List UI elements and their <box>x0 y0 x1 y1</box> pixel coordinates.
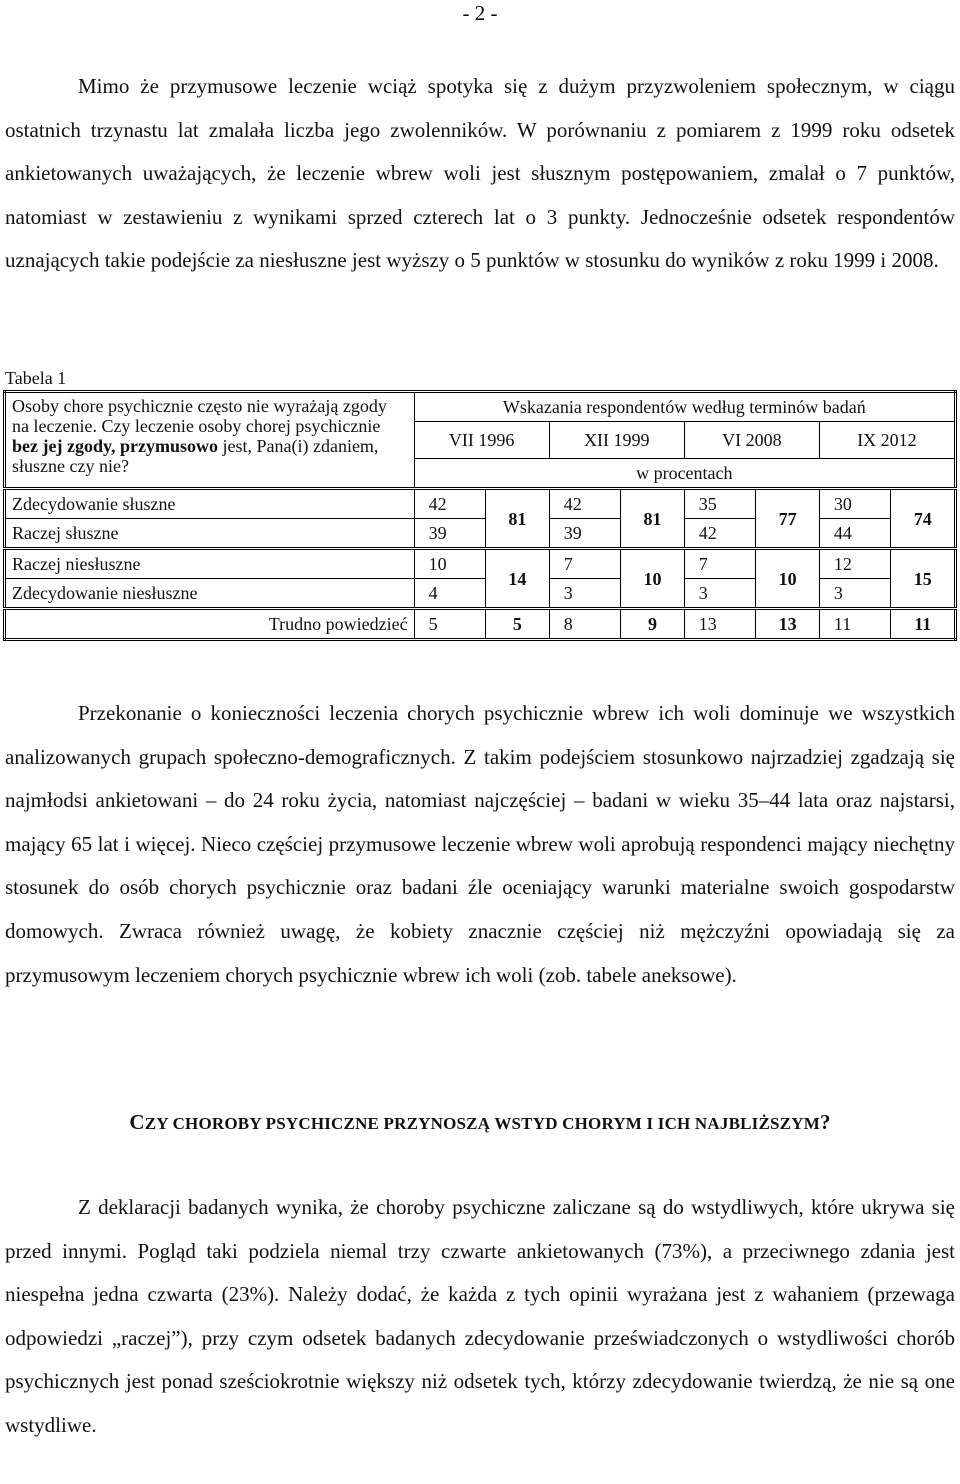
row-label: Zdecydowanie słuszne <box>5 489 415 519</box>
sum-value: 81 <box>621 489 685 549</box>
unit-label: w procentach <box>414 459 955 489</box>
row-label: Raczej niesłuszne <box>5 549 415 579</box>
sum-value: 9 <box>621 609 685 640</box>
cell-value: 42 <box>684 519 756 549</box>
survey-table <box>3 390 957 641</box>
paragraph-intro <box>5 65 955 283</box>
sum-value: 14 <box>486 549 550 609</box>
cell-value: 3 <box>684 579 756 609</box>
table-caption: Tabela 1 <box>5 368 67 388</box>
cell-value: 10 <box>414 549 486 579</box>
cell-value: 13 <box>684 609 756 640</box>
cell-value: 35 <box>684 489 756 519</box>
cell-value: 8 <box>549 609 621 640</box>
table-question-cell <box>5 392 415 489</box>
cell-value: 3 <box>819 579 891 609</box>
cell-value: 5 <box>414 609 486 640</box>
row-label: Zdecydowanie niesłuszne <box>5 579 415 609</box>
cell-value: 39 <box>414 519 486 549</box>
paragraph-shame-text: Z deklaracji badanych wynika, że choroby psychiczne zaliczane są do wstydliwych, które ukrywa się przed innymi. Pogląd taki podziela niemal trzy czwarte ankietowanych (73%), a przeciwnego zdania jest niespełna jedna czwarta (23%). Należy dodać, że każda z tych opinii wyrażana jest z wahaniem (przewaga odpowiedzi „raczej”), przy czym odsetek badanych zdecydowanie przeświadczonych o wstydliwości chorób psychicznych jest ponad sześciokrotnie większy niż odsetek tych, którzy zdecydowanie twierdzą, że nie są one wstydliwe. <box>5 1195 955 1437</box>
paragraph-shame <box>5 1186 955 1448</box>
cell-value: 42 <box>549 489 621 519</box>
sum-value: 81 <box>486 489 550 549</box>
cell-value: 39 <box>549 519 621 549</box>
paragraph-intro-text: Mimo że przymusowe leczenie wciąż spotyka się z dużym przyzwoleniem społecznym, w ciągu ostatnich trzynastu lat zmalała liczba jego zwolenników. W porównaniu z pomiarem z 1999 roku odsetek ankietowanych uważających, że leczenie wbrew woli jest słusznym postępowaniem, zmalał o 7 punktów, natomiast w zestawieniu z wynikami sprzed czterech lat o 3 punkty. Jednocześnie odsetek respondentów uznających takie podejście za niesłuszne jest wyższy o 5 punktów w stosunku do wyników z roku 1999 i 2008. <box>5 74 955 273</box>
sum-value: 15 <box>891 549 956 609</box>
sum-value: 10 <box>756 549 820 609</box>
cell-value: 12 <box>819 549 891 579</box>
row-label: Trudno powiedzieć <box>5 609 415 640</box>
cell-value: 4 <box>414 579 486 609</box>
cell-value: 44 <box>819 519 891 549</box>
cell-value: 7 <box>549 549 621 579</box>
term-header: VI 2008 <box>684 422 819 459</box>
sum-value: 5 <box>486 609 550 640</box>
heading-first-letter: C <box>129 1110 145 1134</box>
question-text-bold: bez jej zgody, przymusowo <box>12 436 218 456</box>
page-number: - 2 - <box>462 1 498 25</box>
table-row <box>5 489 956 519</box>
table-row <box>5 609 956 640</box>
cell-value: 3 <box>549 579 621 609</box>
paragraph-demographics-text: Przekonanie o konieczności leczenia chorych psychicznie wbrew ich woli dominuje we wszystkich analizowanych grupach społeczno-demograficznych. Z takim podejściem stosunkowo najrzadziej zgadzają się najmłodsi ankietowani – do 24 roku życia, natomiast najczęściej – badani w wieku 35–44 lata oraz najstarsi, mający 65 lat i więcej. Nieco częściej przymusowe leczenie wbrew woli aprobują respondenci mający niechętny stosunek do osób chorych psychicznie oraz badani źle oceniający warunki materialne swoich gospodarstw domowych. Zwraca również uwagę, że kobiety znacznie częściej niż mężczyźni opowiadają się za przymusowym leczeniem chorych psychicznie wbrew ich woli (zob. tabele aneksowe). <box>5 701 955 987</box>
table-row <box>5 549 956 579</box>
question-text-part2: jest, Pana(i) zdaniem, słuszne czy nie? <box>12 436 379 476</box>
paragraph-demographics <box>5 692 955 997</box>
sum-value: 77 <box>756 489 820 549</box>
sum-value: 11 <box>891 609 956 640</box>
heading-question-mark: ? <box>819 1110 831 1134</box>
row-label: Raczej słuszne <box>5 519 415 549</box>
table-header-main: Wskazania respondentów według terminów badań <box>414 392 955 422</box>
sum-value: 74 <box>891 489 956 549</box>
cell-value: 11 <box>819 609 891 640</box>
cell-value: 30 <box>819 489 891 519</box>
cell-value: 7 <box>684 549 756 579</box>
term-header: IX 2012 <box>819 422 955 459</box>
question-text-part1: Osoby chore psychicznie często nie wyrażają zgody na leczenie. Czy leczenie osoby chorej psychicznie <box>12 396 387 436</box>
sum-value: 10 <box>621 549 685 609</box>
term-header: XII 1999 <box>549 422 684 459</box>
section-heading <box>5 1109 955 1137</box>
sum-value: 13 <box>756 609 820 640</box>
term-header: VII 1996 <box>414 422 549 459</box>
heading-text: ZY CHOROBY PSYCHICZNE PRZYNOSZĄ WSTYD CHORYM I ICH NAJBLIŻSZYM <box>144 1114 820 1133</box>
cell-value: 42 <box>414 489 486 519</box>
table-header-row-1 <box>5 392 956 422</box>
